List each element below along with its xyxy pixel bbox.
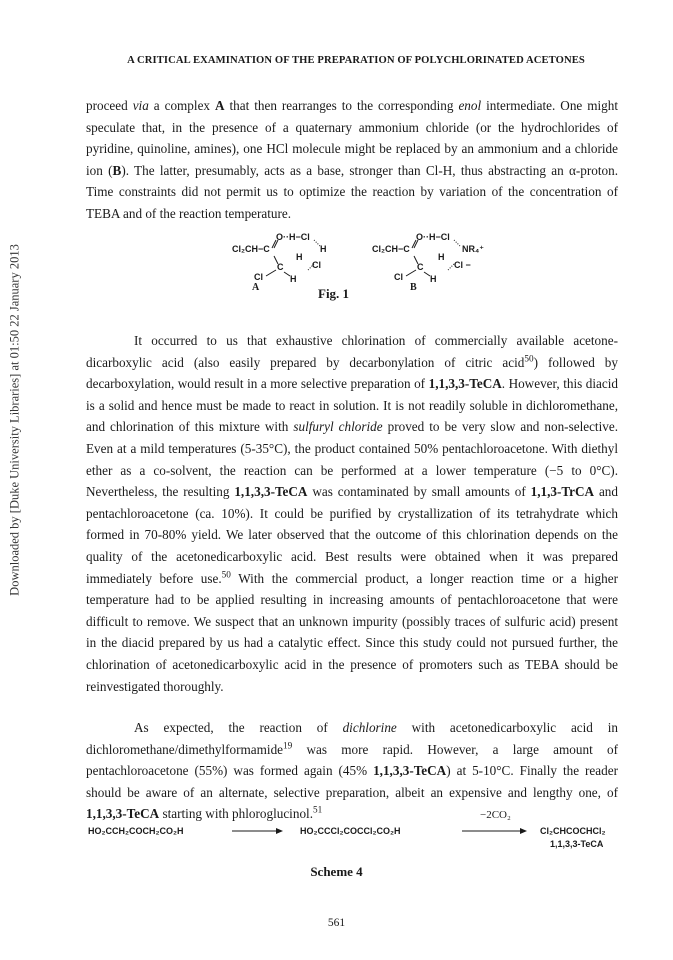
page-number: 561 (327, 917, 346, 929)
b-c-lower: C (417, 262, 424, 272)
scheme-product: Cl₂CHCOCHCl₂ (540, 826, 606, 836)
paragraph-1: proceed via a complex A that then rearranges to the corresponding enol intermediate. One might speculate that, in the presence of a quaternary ammonium chloride (or the hydrochlorides of pyridine, quinoline, amines), one HCl molecule might be replaced by an ammonium and a chloride ion (B). The latter, presumably, acts as a base, stronger than Cl-H, thus abstracting an α-proton. Time constraints did not permit us to optimize the reaction by variation of the concentration of TEBA and of the reaction temperature. (86, 98, 619, 221)
download-note: Downloaded by [Duke University Libraries] at 01:50 22 January 2013 (7, 244, 22, 596)
a-o-h-cl: O··H−Cl (276, 232, 310, 242)
scheme-reactant: HO₂CCH₂COCH₂CO₂H (88, 826, 184, 836)
a-cl2ch-c: Cl₂CH−C (232, 244, 270, 254)
b-nr4: NR₄⁺ (462, 244, 485, 254)
a-cl-lower: Cl (254, 272, 263, 282)
b-cl-right: Cl − (454, 260, 471, 270)
a-h-lower: H (290, 274, 297, 284)
citation: 50 (524, 353, 534, 364)
citation: 51 (313, 804, 323, 815)
a-h-mid: H (296, 252, 303, 262)
paragraph-3: As expected, the reaction of dichlorine with acetonedicarboxylic acid in dichloromethane/dimethylformamide$^{19}$ was more rapid. However, a large amount of pentachloroacetone (55%) was formed again (45% 1,1,3,3-TeCA) at 5-10°C. Finally the reader should be aware of an alternate, selective preparation, albeit an expensive and lengthy one, of 1,1,3,3-TeCA starting with phloroglucinol.$^{51}$ (86, 720, 619, 822)
b-o-h-cl: O··H−Cl (416, 232, 450, 242)
scheme-caption: Scheme 4 (310, 864, 363, 879)
scheme-condition: −2CO₂ (480, 809, 511, 821)
b-cl2ch-c: Cl₂CH−C (372, 244, 410, 254)
download-sidebar (0, 0, 30, 960)
structure-b (372, 232, 502, 292)
b-h-lower: H (430, 274, 437, 284)
structure-b-label: B (410, 282, 417, 293)
scheme-intermediate: HO₂CCCl₂COCCl₂CO₂H (300, 826, 401, 836)
scheme-product-name: 1,1,3,3-TeCA (550, 839, 604, 849)
b-h-mid: H (438, 252, 445, 262)
structure-a (232, 232, 352, 292)
a-cl-right: Cl (312, 260, 321, 270)
figure-caption: Fig. 1 (318, 286, 350, 301)
structure-a-label: A (252, 282, 260, 293)
citation: 19 (283, 740, 293, 751)
paragraph-2: It occurred to us that exhaustive chlorination of commercially available acetone-dicarboxylic acid (also easily prepared by decarbonylation of citric acid$^{50}$) followed by decarboxylation, would result in a more selective preparation of 1,1,3,3-TeCA. However, this diacid is a solid and hence must be made to react in solution. It is not readily soluble in dichloromethane, and chlorination of this mixture with sulfuryl chloride proved to be very slow and non-selective. Even at a mild temperatures (5-35°C), the product contained 50% pentachloroacetone. With diethyl ether as a co-solvent, the reaction can be performed at a lower temperature (−5 to 0°C). Nevertheless, the resulting 1,1,3,3-TeCA was contaminated by small amounts of 1,1,3-TrCA and pentachloroacetone (ca. 10%). It could be purified by crystallization of its tetrahydrate which formed in 70-80% yield. We later observed that the outcome of this chlorination depends on the quality of the acetonedicarboxylic acid. Best results were obtained when it was prepared immediately before use.$^{50}$ With the commercial product, a longer reaction time or a higher temperature had to be applied resulting in increasing amounts of pentachloroacetone that were difficult to remove. We suspect that an unknown impurity (possibly traces of sulfuric acid) present in the diacid prepared by us had a catalytic effect. Since this study could not pursued further, the chlorination of acetonedicarboxylic acid in the presence of promoters such as TEBA should be reinvestigated thoroughly. (86, 333, 619, 694)
citation: 50 (221, 569, 231, 580)
a-c-lower: C (277, 262, 284, 272)
running-head: A CRITICAL EXAMINATION OF THE PREPARATION OF POLYCHLORINATED ACETONES (127, 55, 585, 66)
b-cl-lower: Cl (394, 272, 403, 282)
a-h-right: H (320, 244, 327, 254)
